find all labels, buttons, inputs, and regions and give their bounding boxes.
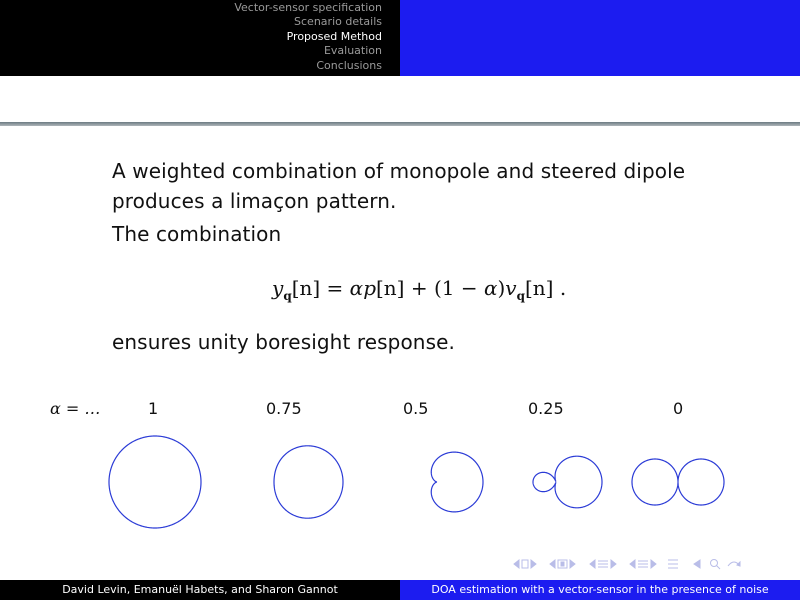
limacon-patterns bbox=[0, 430, 800, 540]
nav-item-proposed-method[interactable]: Proposed Method bbox=[286, 29, 382, 43]
nav-doc-next-icon[interactable] bbox=[651, 560, 656, 568]
nav-frame-icon[interactable] bbox=[522, 560, 528, 568]
eq-part1: [n] = bbox=[291, 276, 350, 300]
nav-frame-prev-icon[interactable] bbox=[514, 560, 519, 568]
title-divider bbox=[0, 122, 800, 126]
alpha-value-0-5: 0.5 bbox=[403, 399, 429, 418]
paragraph-boresight: ensures unity boresight response. bbox=[112, 330, 455, 354]
nav-section-icon[interactable] bbox=[598, 561, 608, 567]
nav-subsection-icon[interactable] bbox=[558, 560, 567, 568]
eq-part2: [n] + (1 − bbox=[376, 276, 484, 300]
paragraph-combination: The combination bbox=[112, 222, 282, 246]
eq-y: y bbox=[272, 276, 284, 300]
footer-bar bbox=[0, 580, 800, 600]
alpha-value-1: 1 bbox=[148, 399, 159, 418]
eq-close: ) bbox=[497, 276, 506, 300]
nav-doc-icon[interactable] bbox=[638, 561, 648, 567]
eq-part3: [n] . bbox=[525, 276, 567, 300]
nav-section-prev-icon[interactable] bbox=[590, 560, 595, 568]
footer-authors: David Levin, Emanuël Habets, and Sharon Gannot bbox=[0, 580, 400, 600]
header-bar bbox=[0, 0, 800, 76]
section-nav bbox=[234, 1, 382, 73]
limacon-alpha-1 bbox=[109, 436, 201, 528]
limacon-alpha-0-5 bbox=[431, 452, 483, 512]
alpha-value-0-25: 0.25 bbox=[528, 399, 564, 418]
eq-v: v bbox=[505, 276, 517, 300]
nav-search-icon[interactable] bbox=[711, 560, 721, 570]
alpha-label: α = … bbox=[50, 399, 101, 418]
nav-zoom-icon[interactable] bbox=[728, 562, 740, 566]
nav-section-next-icon[interactable] bbox=[611, 560, 616, 568]
nav-appendix-icon[interactable] bbox=[668, 560, 678, 568]
limacon-alpha-0 bbox=[632, 459, 724, 505]
eq-y-sub: q bbox=[283, 289, 292, 303]
nav-doc-prev-icon[interactable] bbox=[630, 560, 635, 568]
alpha-value-0-75: 0.75 bbox=[266, 399, 302, 418]
nav-back-icon[interactable] bbox=[694, 560, 700, 568]
beamer-navigation bbox=[508, 556, 792, 572]
paragraph-limacon: A weighted combination of monopole and steered dipole produces a limaçon pattern. bbox=[112, 159, 686, 213]
header-left bbox=[0, 0, 400, 76]
nav-item-vector-sensor[interactable]: Vector-sensor specification bbox=[234, 1, 382, 14]
eq-alpha: α bbox=[349, 276, 364, 300]
nav-item-evaluation[interactable]: Evaluation bbox=[323, 44, 382, 58]
nav-item-conclusions[interactable]: Conclusions bbox=[316, 58, 382, 72]
eq-alpha2: α bbox=[483, 276, 498, 300]
nav-item-scenario[interactable]: Scenario details bbox=[294, 15, 382, 29]
alpha-value-0: 0 bbox=[673, 399, 684, 418]
eq-p: p bbox=[363, 276, 376, 300]
limacon-alpha-0-75 bbox=[274, 446, 343, 518]
limacon-alpha-0-25 bbox=[533, 456, 602, 508]
nav-subsection-next-icon[interactable] bbox=[570, 560, 575, 568]
nav-subsection-prev-icon[interactable] bbox=[550, 560, 555, 568]
eq-v-sub: q bbox=[516, 289, 525, 303]
nav-frame-next-icon[interactable] bbox=[531, 560, 536, 568]
header-right bbox=[400, 0, 800, 76]
equation bbox=[272, 276, 566, 303]
footer-title: DOA estimation with a vector-sensor in the presence of noise bbox=[400, 580, 800, 600]
